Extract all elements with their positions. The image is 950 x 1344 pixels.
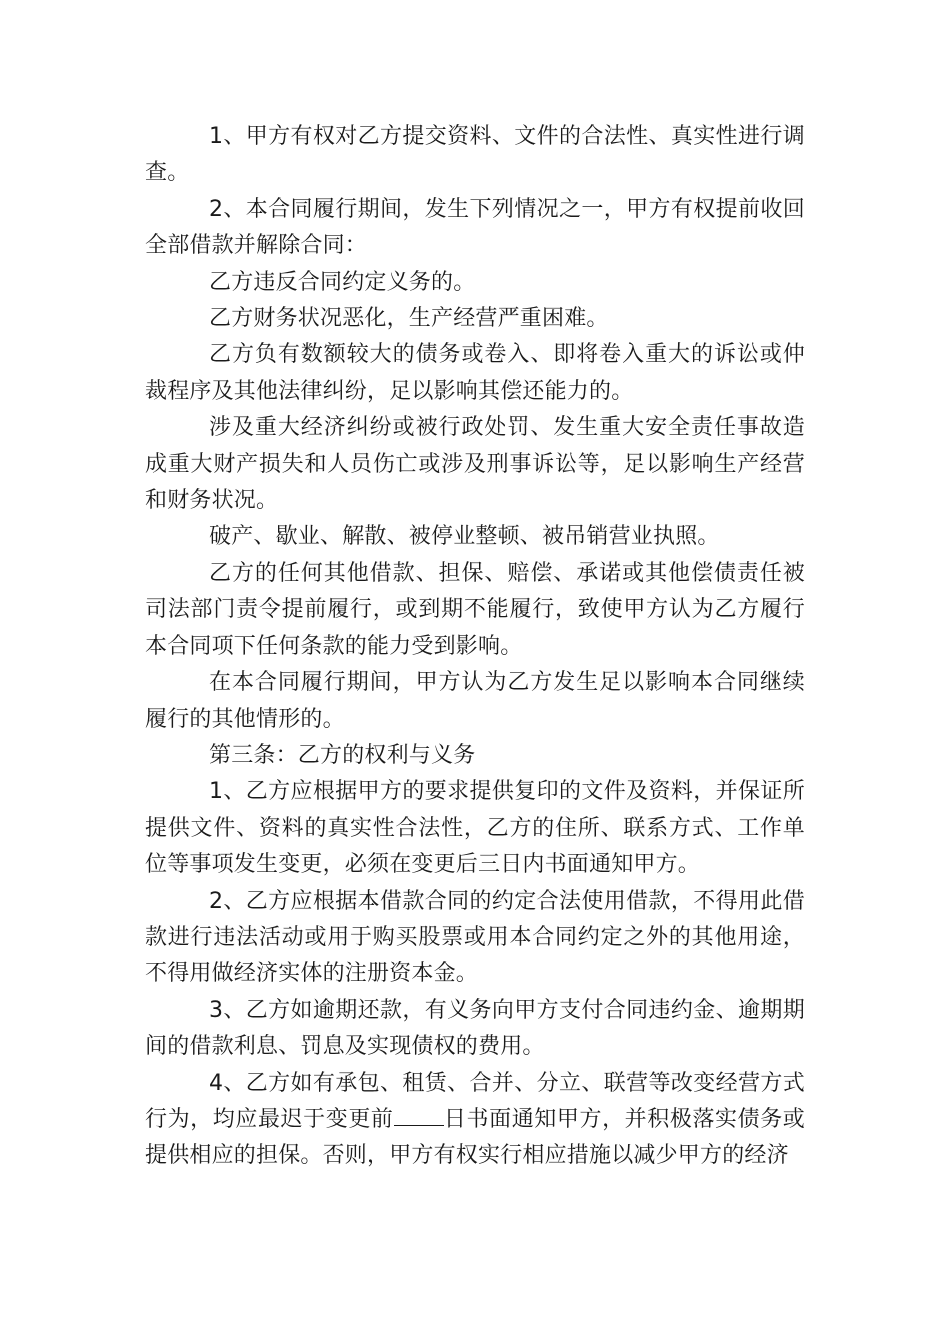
paragraph-7: 破产、歇业、解散、被停业整顿、被吊销营业执照。 [209, 524, 720, 550]
paragraph-3: 乙方违反合同约定义务的。 [209, 269, 476, 295]
document-page [145, 119, 805, 1175]
paragraph-14-part-1: 4、乙方如有承包、租赁、合并、分立、联营等改变经营方式行为，均应最迟于变更前 [145, 1070, 805, 1132]
paragraph-2: 2、本合同履行期间，发生下列情况之一，甲方有权提前收回全部借款并解除合同： [145, 196, 805, 259]
paragraph-13: 3、乙方如逾期还款，有义务向甲方支付合同违约金、逾期期间的借款利息、罚息及实现债权的费用。 [145, 997, 805, 1060]
fill-in-blank [394, 1107, 444, 1126]
paragraph-14-part-2: 日书面通知甲方，并积极落实债务或提供相应的担保。否则，甲方有权实行相应措施以减少甲方的经济 [145, 1106, 806, 1169]
paragraph-9: 在本合同履行期间，甲方认为乙方发生足以影响本合同继续履行的其他情形的。 [145, 670, 805, 732]
paragraph-12: 2、乙方应根据本借款合同的约定合法使用借款，不得用此借款进行违法活动或用于购买股票或用本合同约定之外的其他用途，不得用做经济实体的注册资本金。 [145, 888, 805, 987]
paragraph-14 [145, 1066, 805, 1175]
section-heading-article-3: 第三条：乙方的权利与义务 [209, 742, 476, 768]
paragraph-5: 乙方负有数额较大的债务或卷入、即将卷入重大的诉讼或仲裁程序及其他法律纠纷，足以影响其偿还能力的。 [145, 342, 805, 404]
paragraph-8: 乙方的任何其他借款、担保、赔偿、承诺或其他偿债责任被司法部门责令提前履行，或到期不能履行，致使甲方认为乙方履行本合同项下任何条款的能力受到影响。 [145, 560, 805, 659]
paragraph-6: 涉及重大经济纠纷或被行政处罚、发生重大安全责任事故造成重大财产损失和人员伤亡或涉及刑事诉讼等，足以影响生产经营和财务状况。 [145, 415, 805, 514]
paragraph-11: 1、乙方应根据甲方的要求提供复印的文件及资料，并保证所提供文件、资料的真实性合法性，乙方的住所、联系方式、工作单位等事项发生变更，必须在变更后三日内书面通知甲方。 [145, 779, 805, 878]
paragraph-4: 乙方财务状况恶化，生产经营严重困难。 [209, 306, 609, 332]
paragraph-1: 1、甲方有权对乙方提交资料、文件的合法性、真实性进行调查。 [145, 124, 805, 186]
